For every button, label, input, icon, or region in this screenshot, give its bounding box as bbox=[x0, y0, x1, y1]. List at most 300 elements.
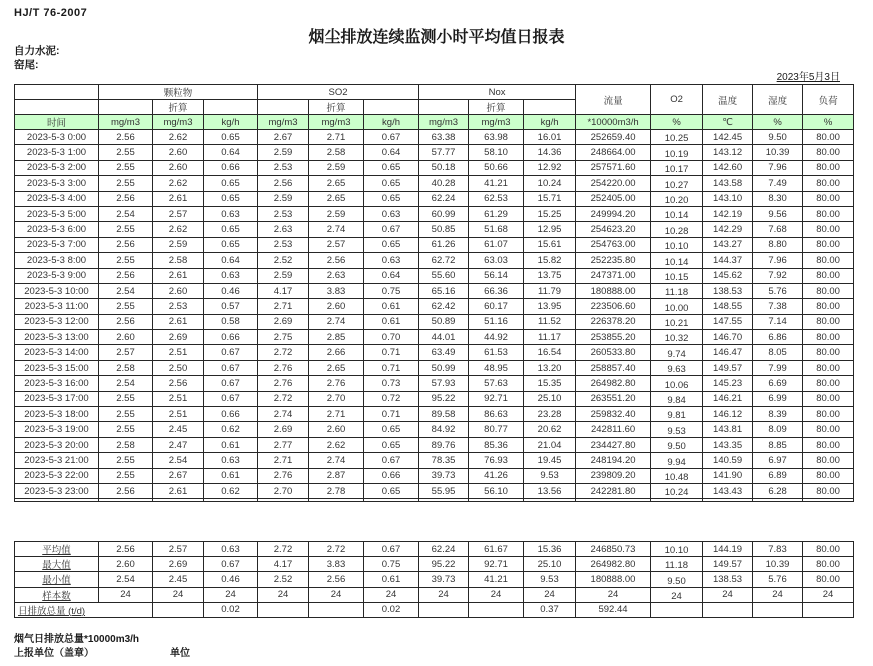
cell: 24 bbox=[803, 587, 854, 602]
cell: 2.55 bbox=[99, 145, 153, 160]
cell: 2.59 bbox=[258, 191, 309, 206]
cell: 2.55 bbox=[99, 453, 153, 468]
cell: 24 bbox=[703, 587, 753, 602]
cell: 2.74 bbox=[309, 453, 364, 468]
table-row bbox=[15, 391, 854, 406]
table-row bbox=[15, 587, 854, 602]
cell: 62.24 bbox=[419, 542, 469, 557]
cell: 2.47 bbox=[153, 437, 204, 452]
cell: 2.72 bbox=[258, 345, 309, 360]
cell: 24 bbox=[99, 587, 153, 602]
cell: 0.62 bbox=[204, 422, 258, 437]
cell: 263551.20 bbox=[576, 391, 651, 406]
cell: 0.65 bbox=[364, 437, 419, 452]
cell: 7.83 bbox=[753, 542, 803, 557]
empty-cell bbox=[524, 100, 576, 115]
cell: 239809.20 bbox=[576, 468, 651, 483]
corner-cell bbox=[15, 85, 99, 100]
table-header bbox=[15, 85, 854, 130]
cell: 0.67 bbox=[364, 453, 419, 468]
cell bbox=[469, 602, 524, 617]
cell: 258857.40 bbox=[576, 360, 651, 375]
cell: 264982.80 bbox=[576, 376, 651, 391]
cell: 10.24 bbox=[651, 483, 703, 498]
cell: 39.73 bbox=[419, 572, 469, 587]
pm-converted-header: 折算 bbox=[153, 100, 204, 115]
cell: 78.35 bbox=[419, 453, 469, 468]
cell: 180888.00 bbox=[576, 572, 651, 587]
cell: 14.36 bbox=[524, 145, 576, 160]
row-label-cell: 2023-5-3 11:00 bbox=[15, 299, 99, 314]
table-row bbox=[15, 422, 854, 437]
row-label-cell: 2023-5-3 6:00 bbox=[15, 222, 99, 237]
cell: 85.36 bbox=[469, 437, 524, 452]
cell: 142.45 bbox=[703, 130, 753, 145]
cell: 80.00 bbox=[803, 468, 854, 483]
cell: 44.92 bbox=[469, 330, 524, 345]
cell: 2.55 bbox=[99, 299, 153, 314]
cell: 2.66 bbox=[309, 345, 364, 360]
cell: 15.35 bbox=[524, 376, 576, 391]
cell: 2.52 bbox=[258, 253, 309, 268]
cell: 55.60 bbox=[419, 268, 469, 283]
cell: 146.12 bbox=[703, 407, 753, 422]
cell: 13.56 bbox=[524, 483, 576, 498]
cell: 57.63 bbox=[469, 376, 524, 391]
cell: 56.14 bbox=[469, 268, 524, 283]
table-row bbox=[15, 160, 854, 175]
cell: 2.85 bbox=[309, 330, 364, 345]
cell: 0.72 bbox=[364, 391, 419, 406]
row-label-cell: 2023-5-3 4:00 bbox=[15, 191, 99, 206]
cell: 6.69 bbox=[753, 376, 803, 391]
cell: 11.52 bbox=[524, 314, 576, 329]
cell: 2.55 bbox=[99, 160, 153, 175]
cell: 44.01 bbox=[419, 330, 469, 345]
cell: 0.66 bbox=[204, 160, 258, 175]
cell: 2.62 bbox=[309, 437, 364, 452]
pm-rate-unit: kg/h bbox=[204, 115, 258, 130]
row-label-cell: 2023-5-3 20:00 bbox=[15, 437, 99, 452]
cell: 15.61 bbox=[524, 237, 576, 252]
cell: 0.66 bbox=[364, 468, 419, 483]
cell: 41.21 bbox=[469, 176, 524, 191]
cell: 2.57 bbox=[153, 542, 204, 557]
cell: 8.80 bbox=[753, 237, 803, 252]
cell: 259832.40 bbox=[576, 407, 651, 422]
cell: 0.46 bbox=[204, 572, 258, 587]
cell: 6.97 bbox=[753, 453, 803, 468]
cell: 10.10 bbox=[651, 237, 703, 252]
empty-cell bbox=[469, 499, 524, 502]
cell: 2.59 bbox=[153, 237, 204, 252]
cell bbox=[419, 602, 469, 617]
cell: 8.85 bbox=[753, 437, 803, 452]
page-title: 烟尘排放连续监测小时平均值日报表 bbox=[308, 29, 565, 46]
cell: 2.56 bbox=[99, 542, 153, 557]
cell: 92.71 bbox=[469, 557, 524, 572]
cell: 0.63 bbox=[364, 206, 419, 221]
cell: 50.89 bbox=[419, 314, 469, 329]
cell: 2.76 bbox=[258, 376, 309, 391]
cell: 11.79 bbox=[524, 283, 576, 298]
cell: 2.62 bbox=[153, 176, 204, 191]
cell: 10.21 bbox=[651, 314, 703, 329]
cell: 10.06 bbox=[651, 376, 703, 391]
cell: 246850.73 bbox=[576, 542, 651, 557]
flow-unit: *10000m3/h bbox=[576, 115, 651, 130]
cell: 0.63 bbox=[204, 542, 258, 557]
cell: 7.14 bbox=[753, 314, 803, 329]
cell: 15.71 bbox=[524, 191, 576, 206]
cell: 2.58 bbox=[99, 360, 153, 375]
table-row bbox=[15, 360, 854, 375]
cell: 2.70 bbox=[309, 391, 364, 406]
cell: 0.65 bbox=[364, 160, 419, 175]
cell: 2.53 bbox=[153, 299, 204, 314]
cell: 2.58 bbox=[99, 437, 153, 452]
cell: 0.65 bbox=[364, 237, 419, 252]
empty-cell bbox=[204, 100, 258, 115]
cell: 80.00 bbox=[803, 360, 854, 375]
cell: 2.55 bbox=[99, 176, 153, 191]
time-header: 时间 bbox=[15, 115, 99, 130]
table-row bbox=[15, 407, 854, 422]
cell: 25.10 bbox=[524, 391, 576, 406]
cell: 138.53 bbox=[703, 572, 753, 587]
flow-total-note: 烟气日排放总量*10000m3/h bbox=[14, 634, 140, 645]
cell: 60.17 bbox=[469, 299, 524, 314]
nox-converted-unit: mg/m3 bbox=[469, 115, 524, 130]
cell: 2.57 bbox=[99, 345, 153, 360]
cell: 592.44 bbox=[576, 602, 651, 617]
row-label-cell: 2023-5-3 2:00 bbox=[15, 160, 99, 175]
cell: 0.63 bbox=[364, 253, 419, 268]
cell: 10.48 bbox=[651, 468, 703, 483]
cell: 9.63 bbox=[651, 360, 703, 375]
cell: 57.93 bbox=[419, 376, 469, 391]
cell: 0.75 bbox=[364, 283, 419, 298]
cell: 63.38 bbox=[419, 130, 469, 145]
cell: 24 bbox=[524, 587, 576, 602]
cell: 2.55 bbox=[99, 422, 153, 437]
cell: 6.89 bbox=[753, 468, 803, 483]
cell: 0.61 bbox=[204, 437, 258, 452]
row-label-cell: 2023-5-3 21:00 bbox=[15, 453, 99, 468]
cell: 2.61 bbox=[153, 483, 204, 498]
cell: 2.67 bbox=[153, 468, 204, 483]
cell: 89.58 bbox=[419, 407, 469, 422]
cell: 140.59 bbox=[703, 453, 753, 468]
cell: 12.95 bbox=[524, 222, 576, 237]
cell: 2.58 bbox=[153, 253, 204, 268]
cell: 254623.20 bbox=[576, 222, 651, 237]
row-label-cell: 2023-5-3 10:00 bbox=[15, 283, 99, 298]
cell: 2.56 bbox=[153, 376, 204, 391]
cell: 7.92 bbox=[753, 268, 803, 283]
table-row bbox=[15, 557, 854, 572]
cell: 0.73 bbox=[364, 376, 419, 391]
cell: 61.07 bbox=[469, 237, 524, 252]
cell: 2.54 bbox=[99, 376, 153, 391]
cell: 23.28 bbox=[524, 407, 576, 422]
cell: 2.56 bbox=[309, 572, 364, 587]
cell: 148.55 bbox=[703, 299, 753, 314]
cell: 51.68 bbox=[469, 222, 524, 237]
cell: 249994.20 bbox=[576, 206, 651, 221]
temp-unit: ℃ bbox=[703, 115, 753, 130]
cell: 0.67 bbox=[204, 557, 258, 572]
cell: 2.72 bbox=[258, 391, 309, 406]
cell: 76.93 bbox=[469, 453, 524, 468]
cell: 180888.00 bbox=[576, 283, 651, 298]
cell: 2.53 bbox=[258, 237, 309, 252]
cell: 0.46 bbox=[204, 283, 258, 298]
cell: 80.00 bbox=[803, 407, 854, 422]
cell: 66.36 bbox=[469, 283, 524, 298]
cell: 2.76 bbox=[309, 376, 364, 391]
site-name: 窑尾: bbox=[14, 59, 39, 71]
cell: 10.20 bbox=[651, 191, 703, 206]
cell: 62.24 bbox=[419, 191, 469, 206]
cell: 138.53 bbox=[703, 283, 753, 298]
cell: 3.83 bbox=[309, 283, 364, 298]
row-label-cell: 2023-5-3 8:00 bbox=[15, 253, 99, 268]
empty-cell bbox=[524, 499, 576, 502]
cell: 2.58 bbox=[309, 145, 364, 160]
cell: 0.62 bbox=[204, 483, 258, 498]
cell: 0.63 bbox=[204, 206, 258, 221]
cell bbox=[803, 602, 854, 617]
cell: 2.53 bbox=[258, 206, 309, 221]
row-label-cell: 平均值 bbox=[15, 542, 99, 557]
empty-cell bbox=[99, 499, 153, 502]
cell: 13.20 bbox=[524, 360, 576, 375]
cell: 242281.80 bbox=[576, 483, 651, 498]
humidity-header: 湿度 bbox=[753, 85, 803, 115]
cell: 61.67 bbox=[469, 542, 524, 557]
cell: 10.10 bbox=[651, 542, 703, 557]
cell: 2.57 bbox=[153, 206, 204, 221]
cell: 15.25 bbox=[524, 206, 576, 221]
cell: 10.14 bbox=[651, 253, 703, 268]
cell: 41.26 bbox=[469, 468, 524, 483]
table-row bbox=[15, 453, 854, 468]
cell: 58.10 bbox=[469, 145, 524, 160]
cell: 2.69 bbox=[258, 422, 309, 437]
cell: 7.49 bbox=[753, 176, 803, 191]
cell: 24 bbox=[204, 587, 258, 602]
cell: 2.61 bbox=[153, 314, 204, 329]
cell: 61.29 bbox=[469, 206, 524, 221]
cell: 0.58 bbox=[204, 314, 258, 329]
cell: 2.65 bbox=[309, 176, 364, 191]
row-label-cell: 2023-5-3 15:00 bbox=[15, 360, 99, 375]
row-label-cell: 2023-5-3 16:00 bbox=[15, 376, 99, 391]
cell: 80.00 bbox=[803, 237, 854, 252]
cell: 80.00 bbox=[803, 222, 854, 237]
cell: 2.74 bbox=[309, 314, 364, 329]
empty-cell bbox=[15, 100, 99, 115]
cell: 80.00 bbox=[803, 299, 854, 314]
table-row bbox=[15, 437, 854, 452]
cell: 0.65 bbox=[364, 422, 419, 437]
cell: 0.64 bbox=[204, 253, 258, 268]
cell: 0.71 bbox=[364, 407, 419, 422]
cell: 24 bbox=[651, 587, 703, 602]
pm-converted-unit: mg/m3 bbox=[153, 115, 204, 130]
cell: 2.62 bbox=[153, 222, 204, 237]
cell: 16.01 bbox=[524, 130, 576, 145]
cell: 0.65 bbox=[364, 191, 419, 206]
summary-rows bbox=[15, 542, 854, 618]
row-label-cell: 2023-5-3 19:00 bbox=[15, 422, 99, 437]
o2-unit: % bbox=[651, 115, 703, 130]
cell: 2.69 bbox=[153, 330, 204, 345]
cell: 8.05 bbox=[753, 345, 803, 360]
cell: 80.00 bbox=[803, 191, 854, 206]
cell: 9.74 bbox=[651, 345, 703, 360]
cell: 9.53 bbox=[524, 572, 576, 587]
row-label-cell: 最小值 bbox=[15, 572, 99, 587]
cell: 2.63 bbox=[258, 222, 309, 237]
table-row bbox=[15, 283, 854, 298]
cell: 2.65 bbox=[309, 360, 364, 375]
cell: 143.35 bbox=[703, 437, 753, 452]
cell: 65.16 bbox=[419, 283, 469, 298]
row-label-cell: 2023-5-3 22:00 bbox=[15, 468, 99, 483]
pm-group-header: 颗粒物 bbox=[99, 85, 258, 100]
cell: 4.17 bbox=[258, 283, 309, 298]
cell: 234427.80 bbox=[576, 437, 651, 452]
cell: 252235.80 bbox=[576, 253, 651, 268]
cell: 9.84 bbox=[651, 391, 703, 406]
cell: 2.55 bbox=[99, 253, 153, 268]
cell: 51.16 bbox=[469, 314, 524, 329]
cell: 2.74 bbox=[258, 407, 309, 422]
cell: 0.02 bbox=[204, 602, 258, 617]
cell: 264982.80 bbox=[576, 557, 651, 572]
cell: 2.54 bbox=[99, 572, 153, 587]
report-unit-label: 上报单位（盖章） bbox=[14, 648, 94, 659]
pm-unit: mg/m3 bbox=[99, 115, 153, 130]
cell: 92.71 bbox=[469, 391, 524, 406]
cell: 2.54 bbox=[99, 283, 153, 298]
cell: 0.67 bbox=[364, 542, 419, 557]
cell: 10.24 bbox=[524, 176, 576, 191]
cell: 9.50 bbox=[651, 572, 703, 587]
cell: 7.38 bbox=[753, 299, 803, 314]
cell: 84.92 bbox=[419, 422, 469, 437]
cell: 2.52 bbox=[258, 572, 309, 587]
cell: 80.00 bbox=[803, 437, 854, 452]
cell: 0.61 bbox=[364, 299, 419, 314]
nox-group-header: Nox bbox=[419, 85, 576, 100]
cell: 0.66 bbox=[204, 407, 258, 422]
table-row bbox=[15, 468, 854, 483]
temp-header: 温度 bbox=[703, 85, 753, 115]
cell: 254763.00 bbox=[576, 237, 651, 252]
cell: 0.67 bbox=[364, 130, 419, 145]
cell: 253855.20 bbox=[576, 330, 651, 345]
cell: 0.64 bbox=[204, 145, 258, 160]
cell: 15.82 bbox=[524, 253, 576, 268]
cell: 10.17 bbox=[651, 160, 703, 175]
row-label-cell: 2023-5-3 7:00 bbox=[15, 237, 99, 252]
cell: 143.43 bbox=[703, 483, 753, 498]
cell: 143.58 bbox=[703, 176, 753, 191]
cell: 2.69 bbox=[258, 314, 309, 329]
cell: 0.02 bbox=[364, 602, 419, 617]
cell: 5.76 bbox=[753, 283, 803, 298]
cell: 16.54 bbox=[524, 345, 576, 360]
cell: 39.73 bbox=[419, 468, 469, 483]
group-header-row bbox=[15, 85, 854, 100]
table-row bbox=[15, 542, 854, 557]
table-row bbox=[15, 176, 854, 191]
table-row bbox=[15, 299, 854, 314]
cell: 2.56 bbox=[258, 176, 309, 191]
cell: 2.62 bbox=[153, 130, 204, 145]
cell: 252659.40 bbox=[576, 130, 651, 145]
cell: 10.00 bbox=[651, 299, 703, 314]
cell: 24 bbox=[258, 587, 309, 602]
hourly-rows bbox=[15, 130, 854, 499]
cell: 80.00 bbox=[803, 483, 854, 498]
cell: 2.51 bbox=[153, 345, 204, 360]
cell: 2.71 bbox=[258, 299, 309, 314]
cell: 0.67 bbox=[364, 222, 419, 237]
cell: 50.99 bbox=[419, 360, 469, 375]
cell: 12.92 bbox=[524, 160, 576, 175]
cell: 80.00 bbox=[803, 376, 854, 391]
cell: 2.77 bbox=[258, 437, 309, 452]
table-row bbox=[15, 572, 854, 587]
cell: 2.65 bbox=[309, 191, 364, 206]
cell: 0.64 bbox=[364, 268, 419, 283]
empty-cell bbox=[204, 499, 258, 502]
cell: 11.18 bbox=[651, 283, 703, 298]
cell: 19.45 bbox=[524, 453, 576, 468]
table-row bbox=[15, 330, 854, 345]
empty-cell bbox=[803, 499, 854, 502]
cell: 80.00 bbox=[803, 345, 854, 360]
cell: 2.69 bbox=[153, 557, 204, 572]
so2-converted-header: 折算 bbox=[309, 100, 364, 115]
cell: 80.00 bbox=[803, 572, 854, 587]
cell: 0.67 bbox=[204, 360, 258, 375]
cell: 10.28 bbox=[651, 222, 703, 237]
cell: 60.99 bbox=[419, 206, 469, 221]
cell: 242811.60 bbox=[576, 422, 651, 437]
cell: 8.09 bbox=[753, 422, 803, 437]
cell: 24 bbox=[576, 587, 651, 602]
cell: 2.60 bbox=[99, 330, 153, 345]
cell: 226378.20 bbox=[576, 314, 651, 329]
cell: 11.17 bbox=[524, 330, 576, 345]
empty-cell bbox=[419, 499, 469, 502]
cell: 0.57 bbox=[204, 299, 258, 314]
spacer-body bbox=[15, 499, 854, 502]
cell: 0.75 bbox=[364, 557, 419, 572]
cell: 2.56 bbox=[99, 237, 153, 252]
report-date: 2023年5月3日 bbox=[776, 72, 840, 83]
cell: 2.60 bbox=[309, 422, 364, 437]
cell: 80.00 bbox=[803, 283, 854, 298]
cell: 2.50 bbox=[153, 360, 204, 375]
cell: 143.81 bbox=[703, 422, 753, 437]
empty-cell bbox=[576, 499, 651, 502]
